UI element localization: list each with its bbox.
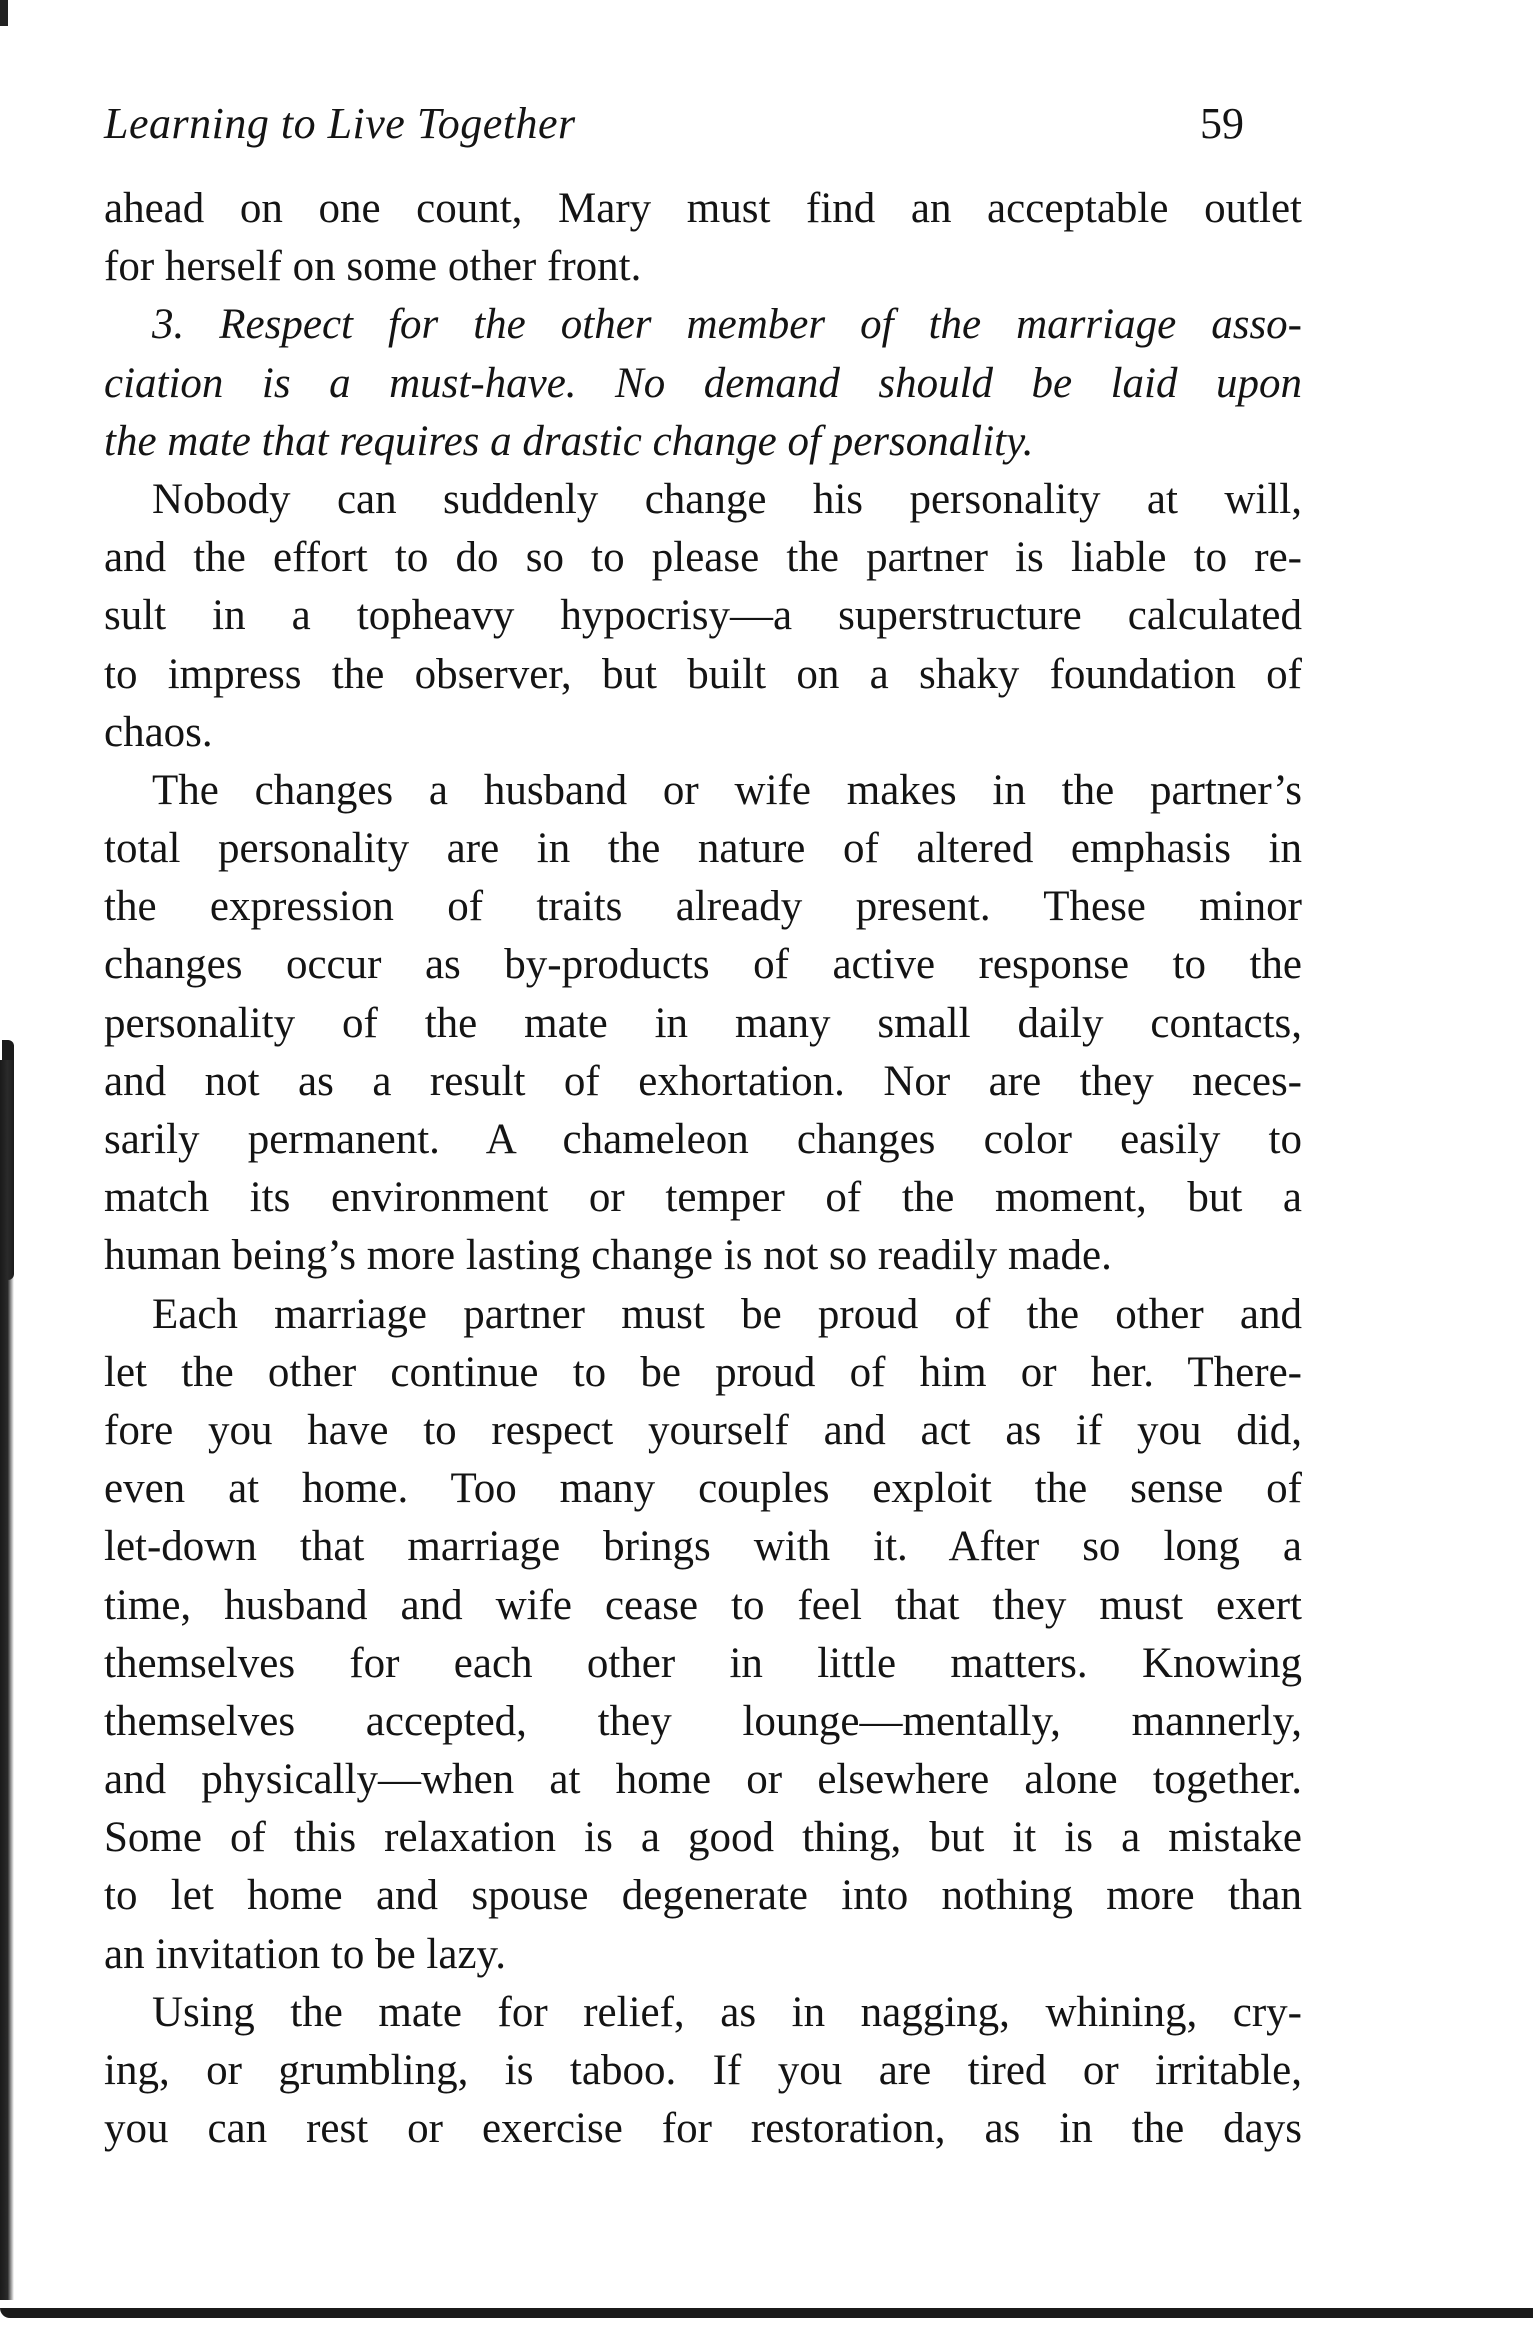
bottom-edge-shadow <box>0 2308 1533 2318</box>
text-line: the expression of traits already present. These minor <box>104 883 1302 931</box>
scan-corner-mark <box>0 0 8 26</box>
body-text <box>104 180 1302 2158</box>
running-head <box>104 98 1244 158</box>
text-line: 3. Respect for the other member of the marriage asso- <box>152 301 1302 349</box>
text-line: Some of this relaxation is a good thing, but it is a mistake <box>104 1814 1302 1862</box>
text-line: let the other continue to be proud of him or her. There- <box>104 1348 1302 1396</box>
text-line: sult in a topheavy hypocrisy—a superstructure calculated <box>104 592 1302 640</box>
text-line: ing, or grumbling, is taboo. If you are tired or irritable, <box>104 2047 1302 2094</box>
text-line: and not as a result of exhortation. Nor are they neces- <box>104 1057 1302 1105</box>
text-line: an invitation to be lazy. <box>104 1930 507 1978</box>
text-line: themselves accepted, they lounge—mentally, mannerly, <box>104 1697 1302 1745</box>
text-line: themselves for each other in little matters. Knowing <box>104 1639 1302 1687</box>
text-line: let-down that marriage brings with it. After so long a <box>104 1523 1302 1571</box>
text-line: Each marriage partner must be proud of the other and <box>152 1290 1302 1338</box>
text-line: and the effort to do so to please the partner is liable to re- <box>104 534 1302 582</box>
text-line: to let home and spouse degenerate into nothing more than <box>104 1872 1302 1920</box>
text-line: chaos. <box>104 708 213 756</box>
text-line: Nobody can suddenly change his personality at will, <box>152 475 1302 523</box>
text-line: sarily permanent. A chameleon changes color easily to <box>104 1116 1302 1163</box>
page-number: 59 <box>1200 99 1244 148</box>
text-line: to impress the observer, but built on a shaky foundation of <box>104 650 1302 698</box>
text-line: even at home. Too many couples exploit the sense of <box>104 1465 1302 1513</box>
text-line: and physically—when at home or elsewhere alone together. <box>104 1756 1302 1804</box>
text-line: you can rest or exercise for restoration, as in the days <box>104 2105 1302 2153</box>
text-line: time, husband and wife cease to feel that they must exert <box>104 1581 1302 1629</box>
text-line: ciation is a must-have. No demand should be laid upon <box>104 359 1302 407</box>
text-line: the mate that requires a drastic change of personality. <box>104 417 1034 465</box>
text-line: The changes a husband or wife makes in the partner’s <box>152 766 1302 814</box>
running-title: Learning to Live Together <box>104 99 576 148</box>
text-line: Using the mate for relief, as in nagging, whining, cry- <box>152 1988 1302 2036</box>
text-line: personality of the mate in many small daily contacts, <box>104 999 1302 1047</box>
binding-edge <box>0 1060 14 2300</box>
text-line: for herself on some other front. <box>104 243 642 291</box>
text-line: match its environment or temper of the moment, but a <box>104 1174 1302 1222</box>
text-line: ahead on one count, Mary must find an acceptable outlet <box>104 185 1302 232</box>
text-line: fore you have to respect yourself and act as if you did, <box>104 1406 1302 1454</box>
text-line: changes occur as by-products of active response to the <box>104 941 1302 989</box>
text-line: human being’s more lasting change is not so readily made. <box>104 1232 1112 1280</box>
text-line: total personality are in the nature of altered emphasis in <box>104 825 1302 873</box>
